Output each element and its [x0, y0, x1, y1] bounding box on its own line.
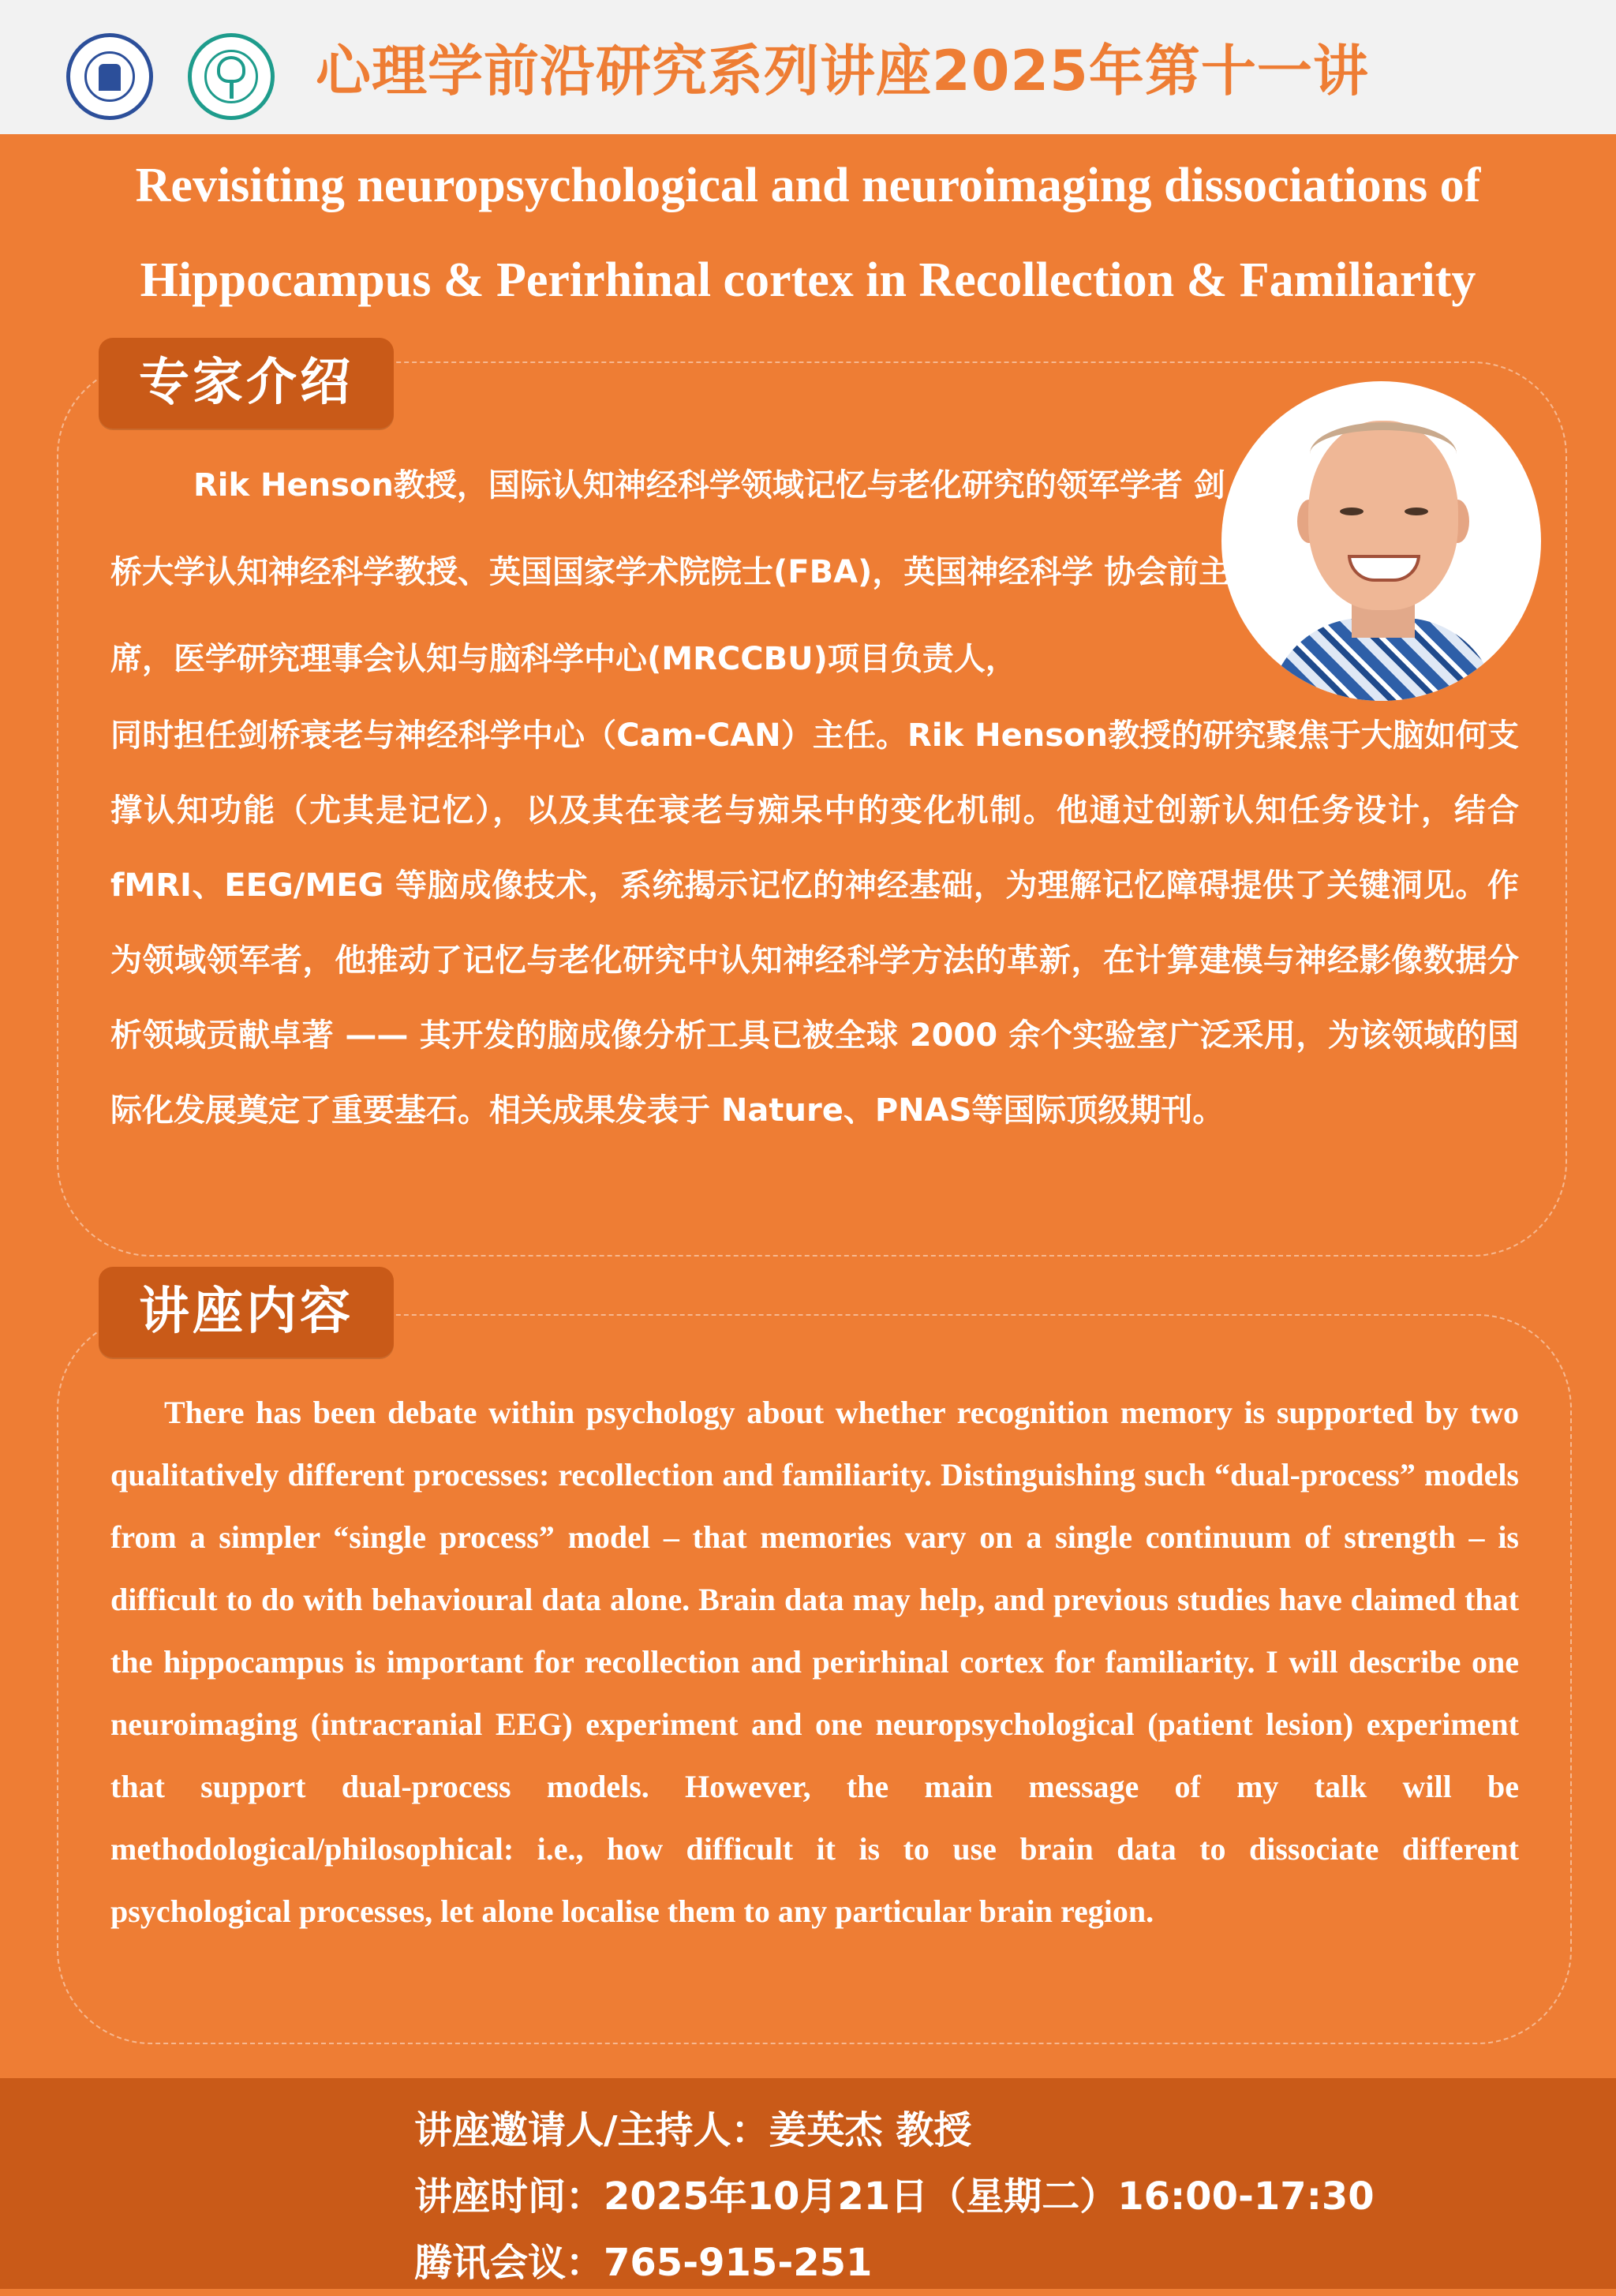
lecture-time: 讲座时间：2025年10月21日（星期二）16:00-17:30 [414, 2174, 1375, 2219]
talk-title [63, 138, 1553, 328]
meeting-id: 腾讯会议：765-915-251 [414, 2241, 873, 2285]
tree-seal-icon [188, 33, 275, 120]
expert-section-tag: 专家介绍 [99, 338, 394, 429]
header-bar [0, 0, 1616, 134]
lecture-section-tag: 讲座内容 [99, 1267, 394, 1358]
lecture-abstract: There has been debate within psychology about whether recognition memory is supported by two qualitatively different processes: recollection and familiarity. Distinguishing such “dual-process” models from a simpler “single process” model – that memories vary on a single continuum of strength – is difficult to do with behavioural data alone. Brain data may help, and previous studies have claimed that the hippocampus is important for recollection and perirhinal cortex for familiarity. I will describe one neuroimaging (intracranial EEG) experiment and one neuropsychological (patient lesion) experiment that support dual-process models. However, the main message of my talk will be methodological/philosophical: i.e., how difficult it is to use brain data to dissociate different psychological processes, let alone localise them to any particular brain region. [110, 1395, 1519, 1929]
speaker-portrait [1221, 381, 1541, 701]
series-title: 心理学前沿研究系列讲座2025年第十一讲 [316, 39, 1369, 103]
expert-bio-intro: Rik Henson教授，国际认知神经科学领域记忆与老化研究的领军学者 剑桥大学认知神经科学教授、英国国家学术院院士(FBA)，英国神经科学 协会前主席，医学研究理事会认知与脑科学中心(MRCCBU)项目负责人， [110, 467, 1231, 677]
university-seal-icon [66, 33, 153, 120]
host-info: 讲座邀请人/主持人：姜英杰 教授 [414, 2108, 972, 2152]
talk-title-line1: Revisiting neuropsychological and neuroimaging dissociations of [135, 159, 1481, 212]
talk-title-line2: Hippocampus & Perirhinal cortex in Recollection & Familiarity [140, 253, 1476, 307]
expert-bio-body: 同时担任剑桥衰老与神经科学中心（Cam-CAN）主任。Rik Henson教授的研究聚焦于大脑如何支撑认知功能（尤其是记忆），以及其在衰老与痴呆中的变化机制。他通过创新认知任务设计，结合 fMRI、EEG/MEG 等脑成像技术，系统揭示记忆的神经基础，为理解记忆障碍提供了关键洞见。作为领域领军者，他推动了记忆与老化研究中认知神经科学方法的革新，在计算建模与神经影像数据分析领域贡献卓著 —— 其开发的脑成像分析工具已被全球 2000 余个实验室广泛采用，为该领域的国际化发展奠定了重要基石。相关成果发表于 Nature、PNAS等国际顶级期刊。 [110, 717, 1519, 1129]
